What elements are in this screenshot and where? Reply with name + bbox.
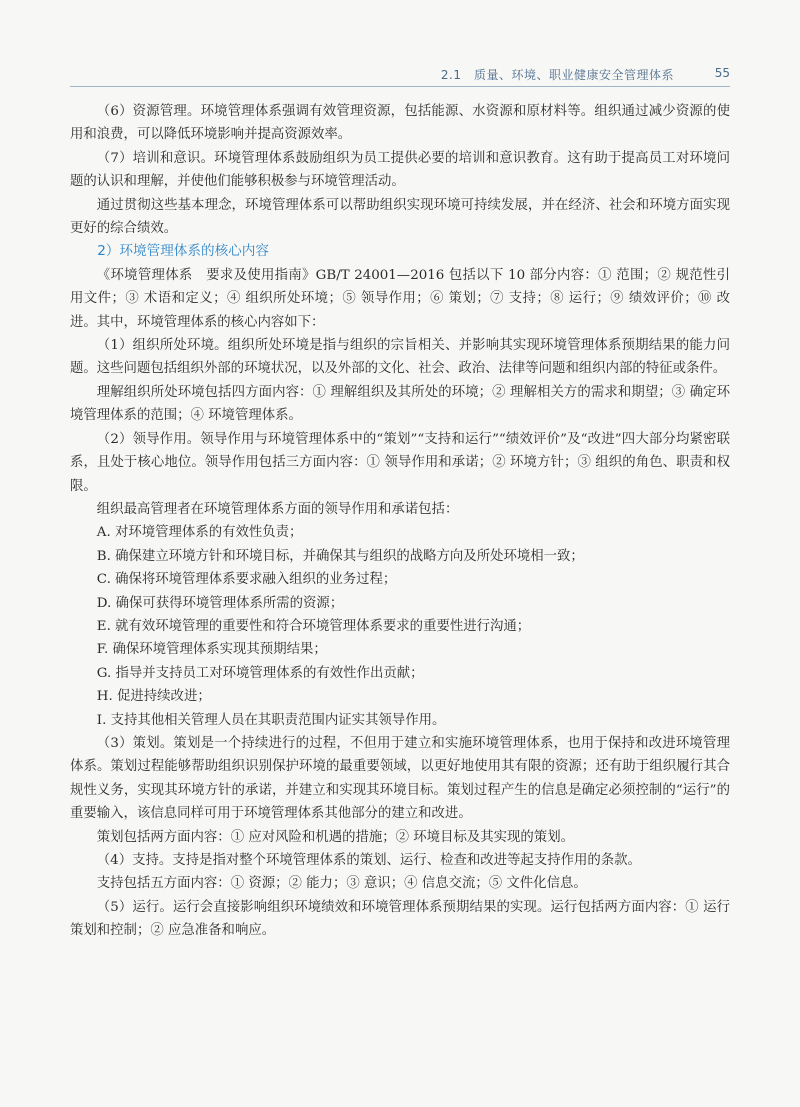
list-item: C. 确保将环境管理体系要求融入组织的业务过程； xyxy=(96,572,397,588)
list-item: E. 就有效环境管理的重要性和符合环境管理体系要求的重要性进行沟通； xyxy=(96,618,531,634)
page-body xyxy=(70,100,730,943)
paragraph-summary: 通过贯彻这些基本理念，环境管理体系可以帮助组织实现环境可持续发展，并在经济、社会和环境方面实现更好的综合绩效。 xyxy=(70,197,730,237)
section-title: 2.1 质量、环境、职业健康安全管理体系 xyxy=(440,68,674,82)
paragraph-training: （7）培训和意识。环境管理体系鼓励组织为员工提供必要的培训和意识教育。这有助于提高员工对环境问题的认识和理解，并使他们能够积极参与环境管理活动。 xyxy=(70,150,730,190)
paragraph-planning: （3）策划。策划是一个持续进行的过程，不但用于建立和实施环境管理体系，也用于保持和改进环境管理体系。策划过程能够帮助组织识别保护环境的最重要领域，以更好地使用其有限的资源；还有助于组织履行其合规性义务，实现其环境方针的承诺，并建立和实现其环境目标。策划过程产生的信息是确定必须控制的“运行”的重要输入，该信息同样可用于环境管理体系其他部分的建立和改进。 xyxy=(70,735,730,822)
list-item: D. 确保可获得环境管理体系所需的资源； xyxy=(96,595,344,611)
list-item: G. 指导并支持员工对环境管理体系的有效性作出贡献； xyxy=(96,665,424,681)
list-item: F. 确保环境管理体系实现其预期结果； xyxy=(96,642,327,658)
page-number: 55 xyxy=(714,66,730,80)
paragraph-operation: （5）运行。运行会直接影响组织环境绩效和环境管理体系预期结果的实现。运行包括两方面内容：① 运行策划和控制；② 应急准备和响应。 xyxy=(70,899,730,939)
paragraph-resource-management: （6）资源管理。环境管理体系强调有效管理资源，包括能源、水资源和原材料等。组织通过减少资源的使用和浪费，可以降低环境影响并提高资源效率。 xyxy=(70,104,730,143)
paragraph-support-items: 支持包括五方面内容：① 资源；② 能力；③ 意识；④ 信息交流；⑤ 文件化信息。 xyxy=(96,876,587,892)
list-item: B. 确保建立环境方针和环境目标，并确保其与组织的战略方向及所处环境相一致； xyxy=(96,548,584,564)
paragraph-standard-contents: 《环境管理体系 要求及使用指南》GB/T 24001—2016 包括以下 10 部分内容：① 范围；② 规范性引用文件；③ 术语和定义；④ 组织所处环境；⑤ 领导作用；⑥ 策划；⑦ 支持；⑧ 运行；⑨ 绩效评价；⑩ 改进。其中，环境管理体系的核心内容如下： xyxy=(70,267,730,330)
paragraph-planning-items: 策划包括两方面内容：① 应对风险和机遇的措施；② 环境目标及其实现的策划。 xyxy=(96,829,574,845)
paragraph-context: （1）组织所处环境。组织所处环境是指与组织的宗旨相关、并影响其实现环境管理体系预期结果的能力问题。这些问题包括组织外部的环境状况，以及外部的文化、社会、政治、法律等问题和组织内部的特征或条件。 xyxy=(70,338,730,377)
list-item: I. 支持其他相关管理人员在其职责范围内证实其领导作用。 xyxy=(96,712,446,728)
list-item: H. 促进持续改进； xyxy=(96,689,211,705)
running-header xyxy=(70,66,730,90)
paragraph-support: （4）支持。支持是指对整个环境管理体系的策划、运行、检查和改进等起支持作用的条款。 xyxy=(96,853,641,868)
section-heading: 2）环境管理体系的核心内容 xyxy=(97,243,269,260)
header-divider xyxy=(70,86,730,87)
list-item: A. 对环境管理体系的有效性负责； xyxy=(96,525,303,541)
paragraph-leadership-intro: 组织最高管理者在环境管理体系方面的领导作用和承诺包括： xyxy=(96,501,459,517)
paragraph-context-items: 理解组织所处环境包括四方面内容：① 理解组织及其所处的环境；② 理解相关方的需求和期望；③ 确定环境管理体系的范围；④ 环境管理体系。 xyxy=(70,384,730,424)
paragraph-leadership: （2）领导作用。领导作用与环境管理体系中的“策划”“支持和运行”“绩效评价”及“改进”四大部分均紧密联系，且处于核心地位。领导作用包括三方面内容：① 领导作用和承诺；② 环境方针；③ 组织的角色、职责和权限。 xyxy=(70,431,730,494)
